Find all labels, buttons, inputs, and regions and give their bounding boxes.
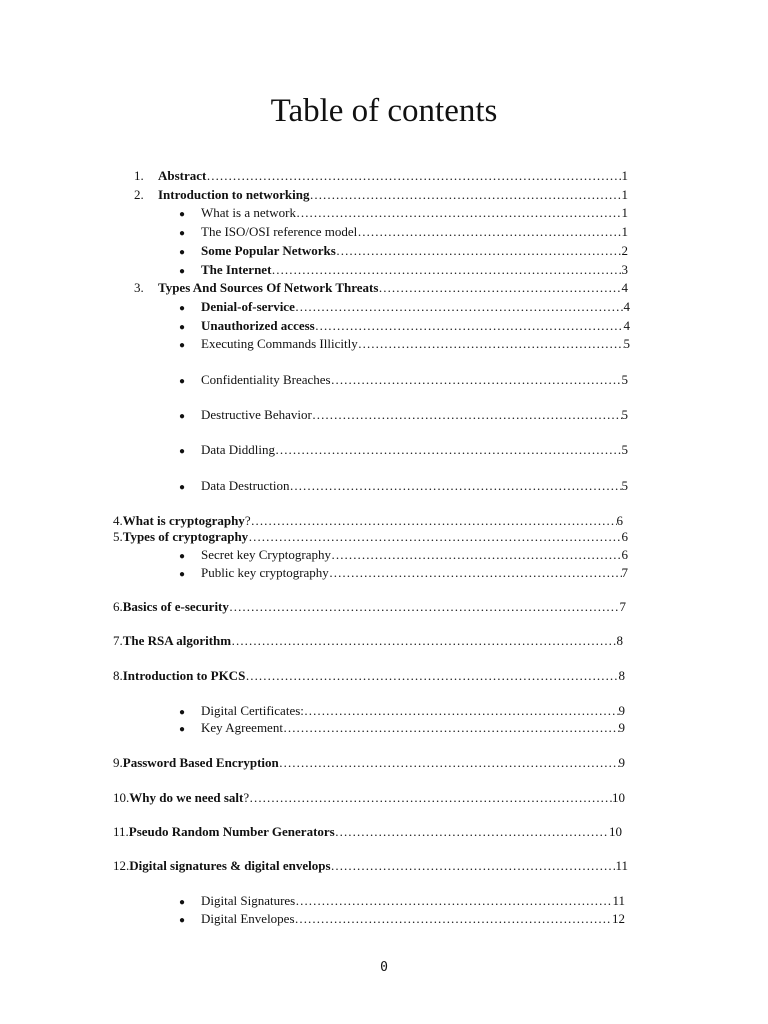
toc-entry-label: Pseudo Random Number Generators bbox=[128, 824, 335, 839]
bullet-icon: ● bbox=[179, 897, 186, 908]
bullet-icon: ● bbox=[179, 482, 186, 493]
toc-leader-dots bbox=[248, 528, 621, 546]
toc-entry-label: Denial-of-service bbox=[201, 299, 295, 314]
toc-leader-dots bbox=[295, 892, 612, 910]
toc-entry-label: Executing Commands Illicitly bbox=[201, 336, 358, 351]
toc-entry-label: Key Agreement bbox=[201, 720, 283, 735]
toc-leader-dots bbox=[331, 857, 616, 875]
toc-entry-why-salt[interactable] bbox=[113, 789, 625, 807]
toc-leader-dots bbox=[315, 317, 624, 335]
toc-entry-page: 9 bbox=[618, 720, 625, 735]
toc-entry-page: 7 bbox=[619, 599, 626, 614]
toc-entry-page: 5 bbox=[621, 407, 628, 422]
toc-subentry-iso-osi[interactable] bbox=[179, 223, 628, 241]
toc-entry-label: Data Diddling bbox=[201, 442, 276, 457]
toc-entry-page: 10 bbox=[609, 824, 622, 839]
toc-leader-dots bbox=[378, 279, 621, 297]
toc-entry-abstract[interactable] bbox=[134, 167, 628, 185]
toc-subentry-denial-of-service[interactable] bbox=[179, 298, 630, 316]
toc-entry-page: 6 bbox=[616, 513, 623, 528]
toc-entry-number: 10. bbox=[113, 790, 130, 805]
toc-leader-dots bbox=[231, 632, 616, 650]
toc-entry-label: Digital Signatures bbox=[201, 893, 296, 908]
toc-entry-number: 9. bbox=[113, 755, 123, 770]
toc-entry-prng[interactable] bbox=[113, 823, 622, 841]
toc-subentry-data-destruction[interactable] bbox=[179, 477, 628, 495]
toc-subentry-data-diddling[interactable] bbox=[179, 441, 628, 459]
toc-entry-number: 3. bbox=[134, 280, 144, 295]
toc-entry-page: 1 bbox=[621, 168, 628, 183]
bullet-icon: ● bbox=[179, 551, 186, 562]
toc-entry-label: The ISO/OSI reference model bbox=[201, 224, 358, 239]
toc-entry-page: 4 bbox=[621, 280, 628, 295]
toc-entry-label: What is a network bbox=[201, 205, 296, 220]
toc-leader-dots bbox=[335, 823, 609, 841]
toc-entry-basics-e-security[interactable] bbox=[113, 598, 626, 616]
bullet-icon: ● bbox=[179, 707, 186, 718]
toc-entry-label: Confidentiality Breaches bbox=[201, 372, 331, 387]
toc-entry-page: 10 bbox=[612, 790, 625, 805]
toc-entry-page: 1 bbox=[621, 205, 628, 220]
toc-entry-number: 2. bbox=[134, 187, 144, 202]
bullet-icon: ● bbox=[179, 247, 186, 258]
toc-entry-page: 2 bbox=[621, 243, 628, 258]
toc-subentry-public-key[interactable] bbox=[179, 564, 628, 582]
toc-entry-label: The Internet bbox=[201, 262, 272, 277]
toc-entry-label: Abstract bbox=[158, 168, 207, 183]
toc-leader-dots bbox=[249, 789, 612, 807]
page-title: Table of contents bbox=[270, 93, 498, 129]
toc-entry-label: Why do we need salt bbox=[129, 790, 244, 805]
toc-leader-dots bbox=[296, 204, 622, 222]
toc-subentry-digital-certificates[interactable] bbox=[179, 702, 625, 720]
toc-entry-password-based-encryption[interactable] bbox=[113, 754, 625, 772]
toc-subentry-digital-signatures[interactable] bbox=[179, 892, 625, 910]
toc-leader-dots bbox=[289, 477, 621, 495]
toc-leader-dots bbox=[206, 167, 621, 185]
bullet-icon: ● bbox=[179, 322, 186, 333]
toc-entry-label: Destructive Behavior bbox=[201, 407, 312, 422]
bullet-icon: ● bbox=[179, 303, 186, 314]
bullet-icon: ● bbox=[179, 724, 186, 735]
toc-entry-label: Unauthorized access bbox=[201, 318, 315, 333]
toc-entry-page: 11 bbox=[612, 893, 625, 908]
toc-entry-label: Data Destruction bbox=[201, 478, 290, 493]
toc-entry-intro-pkcs[interactable] bbox=[113, 667, 625, 685]
toc-leader-dots bbox=[331, 371, 622, 389]
toc-leader-dots bbox=[358, 335, 624, 353]
toc-entry-number: 5. bbox=[113, 529, 123, 544]
toc-entry-page: 12 bbox=[612, 911, 625, 926]
toc-entry-page: 1 bbox=[621, 224, 628, 239]
toc-entry-page: 5 bbox=[621, 372, 628, 387]
toc-subentry-executing-commands[interactable] bbox=[179, 335, 630, 353]
toc-entry-number: 8. bbox=[113, 668, 123, 683]
toc-entry-number: 12. bbox=[113, 858, 130, 873]
toc-entry-page: 6 bbox=[621, 547, 628, 562]
toc-leader-dots bbox=[295, 298, 624, 316]
bullet-icon: ● bbox=[179, 228, 186, 239]
toc-entry-page: 3 bbox=[621, 262, 628, 277]
toc-entry-types-of-cryptography[interactable] bbox=[113, 528, 628, 546]
toc-leader-dots bbox=[336, 242, 622, 260]
toc-subentry-popular-networks[interactable] bbox=[179, 242, 628, 260]
toc-leader-dots bbox=[279, 754, 619, 772]
toc-leader-dots bbox=[229, 598, 620, 616]
toc-entry-page: 5 bbox=[621, 442, 628, 457]
toc-leader-dots bbox=[329, 564, 622, 582]
bullet-icon: ● bbox=[179, 569, 186, 580]
toc-entry-page: 5 bbox=[621, 478, 628, 493]
toc-subentry-digital-envelopes[interactable] bbox=[179, 910, 625, 928]
bullet-icon: ● bbox=[179, 446, 186, 457]
toc-entry-label: Digital Certificates: bbox=[201, 703, 304, 718]
toc-entry-label: What is cryptography bbox=[122, 513, 245, 528]
toc-entry-digital-signatures-envelops[interactable] bbox=[113, 857, 628, 875]
toc-leader-dots bbox=[295, 910, 612, 928]
toc-entry-number: 6. bbox=[113, 599, 123, 614]
toc-entry-page: 1 bbox=[621, 187, 628, 202]
toc-leader-dots bbox=[283, 719, 619, 737]
toc-entry-label: Introduction to PKCS bbox=[122, 668, 246, 683]
toc-leader-dots bbox=[304, 702, 619, 720]
toc-entry-number: 4. bbox=[113, 513, 123, 528]
toc-subentry-what-is-network[interactable] bbox=[179, 204, 628, 222]
toc-leader-dots bbox=[309, 186, 621, 204]
toc-entry-label: Password Based Encryption bbox=[122, 755, 279, 770]
toc-entry-label: The RSA algorithm bbox=[122, 633, 232, 648]
toc-entry-label: Types of cryptography bbox=[122, 529, 249, 544]
bullet-icon: ● bbox=[179, 209, 186, 220]
toc-entry-page: 9 bbox=[618, 755, 625, 770]
bullet-icon: ● bbox=[179, 340, 186, 351]
toc-entry-page: 8 bbox=[616, 633, 623, 648]
toc-entry-label: Public key cryptography bbox=[201, 565, 329, 580]
toc-entry-intro-networking[interactable] bbox=[134, 186, 628, 204]
toc-entry-page: 6 bbox=[621, 529, 628, 544]
toc-entry-label: Digital signatures & digital envelops bbox=[129, 858, 331, 873]
page-number-footer: 0 bbox=[380, 960, 388, 975]
toc-entry-number: 11. bbox=[113, 824, 129, 839]
toc-subentry-internet[interactable] bbox=[179, 261, 628, 279]
toc-leader-dots bbox=[271, 261, 621, 279]
toc-entry-page: 9 bbox=[618, 703, 625, 718]
toc-subentry-unauthorized-access[interactable] bbox=[179, 317, 630, 335]
toc-entry-page: 11 bbox=[615, 858, 628, 873]
toc-entry-suffix: ? bbox=[243, 790, 250, 805]
toc-entry-page: 7 bbox=[621, 565, 628, 580]
toc-entry-label: Secret key Cryptography bbox=[201, 547, 331, 562]
toc-entry-network-threats[interactable] bbox=[134, 279, 628, 297]
toc-entry-rsa-algorithm[interactable] bbox=[113, 632, 623, 650]
bullet-icon: ● bbox=[179, 915, 186, 926]
bullet-icon: ● bbox=[179, 266, 186, 277]
toc-entry-label: Introduction to networking bbox=[158, 187, 310, 202]
toc-entry-number: 1. bbox=[134, 168, 144, 183]
toc-entry-label: Basics of e-security bbox=[122, 599, 229, 614]
toc-entry-label: Digital Envelopes bbox=[201, 911, 295, 926]
toc-entry-label: Some Popular Networks bbox=[201, 243, 336, 258]
bullet-icon: ● bbox=[179, 411, 186, 422]
toc-leader-dots bbox=[245, 667, 618, 685]
toc-leader-dots bbox=[357, 223, 621, 241]
toc-subentry-destructive-behavior[interactable] bbox=[179, 406, 628, 424]
toc-entry-page: 5 bbox=[623, 336, 630, 351]
toc-entry-label: Types And Sources Of Network Threats bbox=[158, 280, 379, 295]
toc-subentry-key-agreement[interactable] bbox=[179, 719, 625, 737]
toc-leader-dots bbox=[275, 441, 621, 459]
toc-subentry-secret-key[interactable] bbox=[179, 546, 628, 564]
toc-leader-dots bbox=[312, 406, 622, 424]
toc-entry-page: 4 bbox=[623, 299, 630, 314]
toc-subentry-confidentiality-breaches[interactable] bbox=[179, 371, 628, 389]
toc-entry-suffix: ? bbox=[244, 513, 251, 528]
bullet-icon: ● bbox=[179, 376, 186, 387]
toc-entry-page: 4 bbox=[623, 318, 630, 333]
toc-entry-page: 8 bbox=[618, 668, 625, 683]
toc-entry-number: 7. bbox=[113, 633, 123, 648]
toc-leader-dots bbox=[331, 546, 622, 564]
